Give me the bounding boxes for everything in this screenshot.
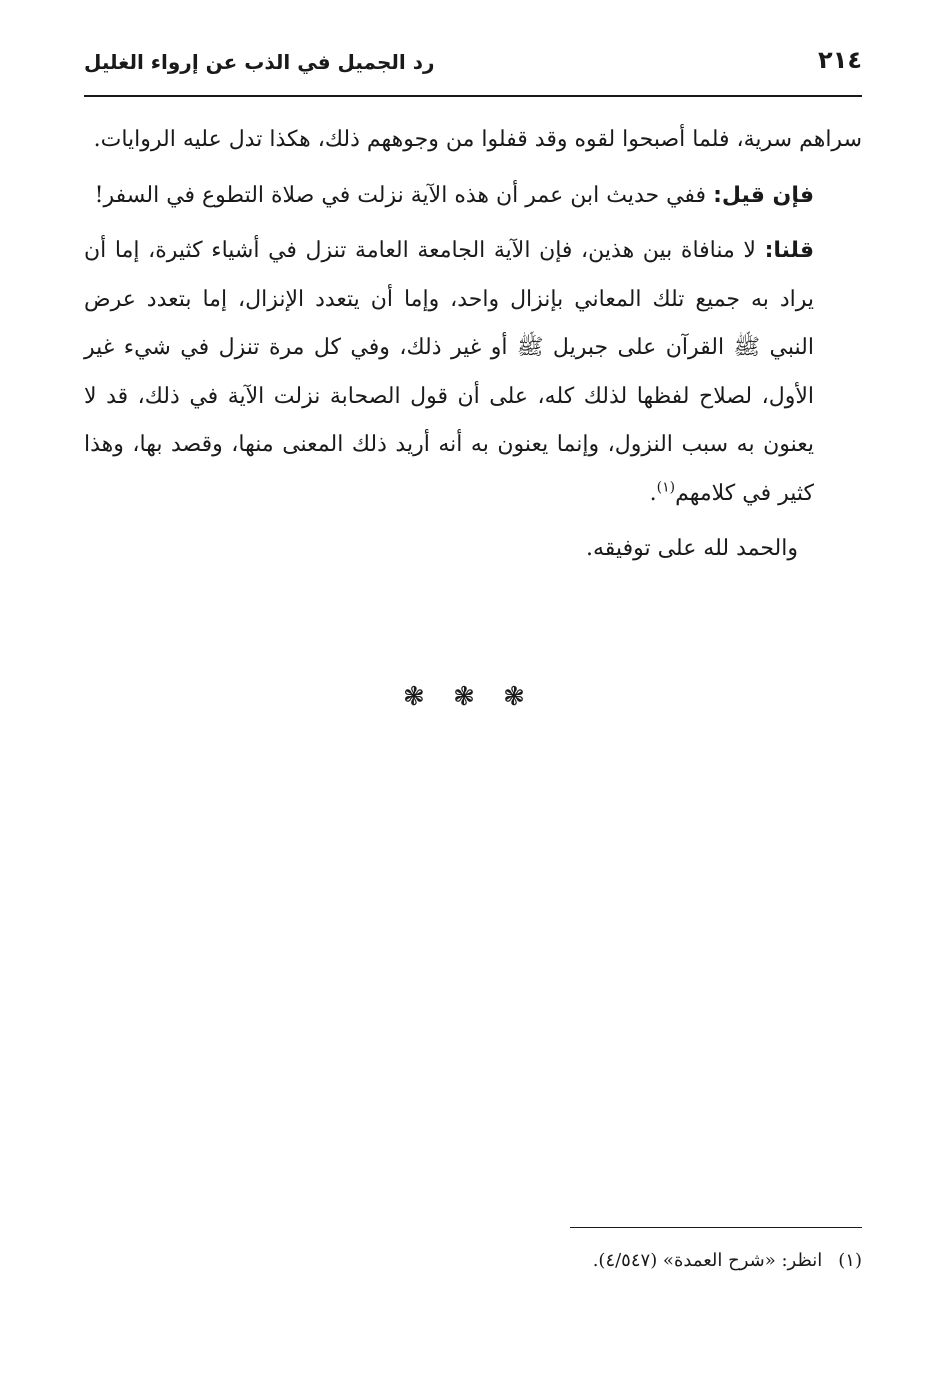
paragraph-3-end: .	[649, 480, 657, 506]
footnote-text: انظر: «شرح العمدة» (٤/٥٤٧).	[592, 1250, 823, 1271]
footnote	[84, 1246, 862, 1276]
paragraph-2-text: ففي حديث ابن عمر أن هذه الآية نزلت في صلاة التطوع في السفر!	[94, 182, 714, 208]
running-header	[84, 42, 862, 86]
page-number: ٢١٤	[818, 46, 862, 74]
paragraph-2	[84, 172, 862, 221]
paragraph-3-lead: قلنا:	[764, 238, 814, 263]
paragraph-1	[84, 116, 862, 165]
paragraph-3-text: لا منافاة بين هذين، فإن الآية الجامعة العامة تنزل في أشياء كثيرة، إما أن يراد به جميع تلك المعاني بإنزال واحد، وإما أن يتعدد الإنزال، إما بتعدد عرض النبي ﷺ القرآن على جبريل ﷺ أو غير ذلك، وفي كل مرة تنزل في شيء غير الأول، لصلاح لفظها لذلك كله، على أن قول الصحابة نزلت الآية في ذلك، قد لا يعنون به سبب النزول، وإنما يعنون به أنه أريد ذلك المعنى منها، وقصد بها، وهذا كثير في كلامهم	[84, 238, 814, 506]
paragraph-1-text: سراهم سرية، فلما أصبحوا لقوه وقد قفلوا من وجوههم ذلك، هكذا تدل عليه الروايات.	[93, 127, 862, 152]
footnote-reference: (١)	[656, 479, 676, 496]
footnote-marker: (١)	[838, 1250, 862, 1271]
paragraph-2-lead: فإن قيل:	[713, 182, 814, 208]
paragraph-3	[84, 227, 862, 518]
footnote-rule	[570, 1227, 862, 1228]
header-rule	[84, 95, 862, 97]
book-title: رد الجميل في الذب عن إرواء الغليل	[84, 50, 435, 74]
section-separator: ❃ ❃ ❃	[403, 682, 535, 712]
main-text	[84, 116, 862, 574]
closing-line: والحمد لله على توفيقه.	[586, 536, 798, 561]
